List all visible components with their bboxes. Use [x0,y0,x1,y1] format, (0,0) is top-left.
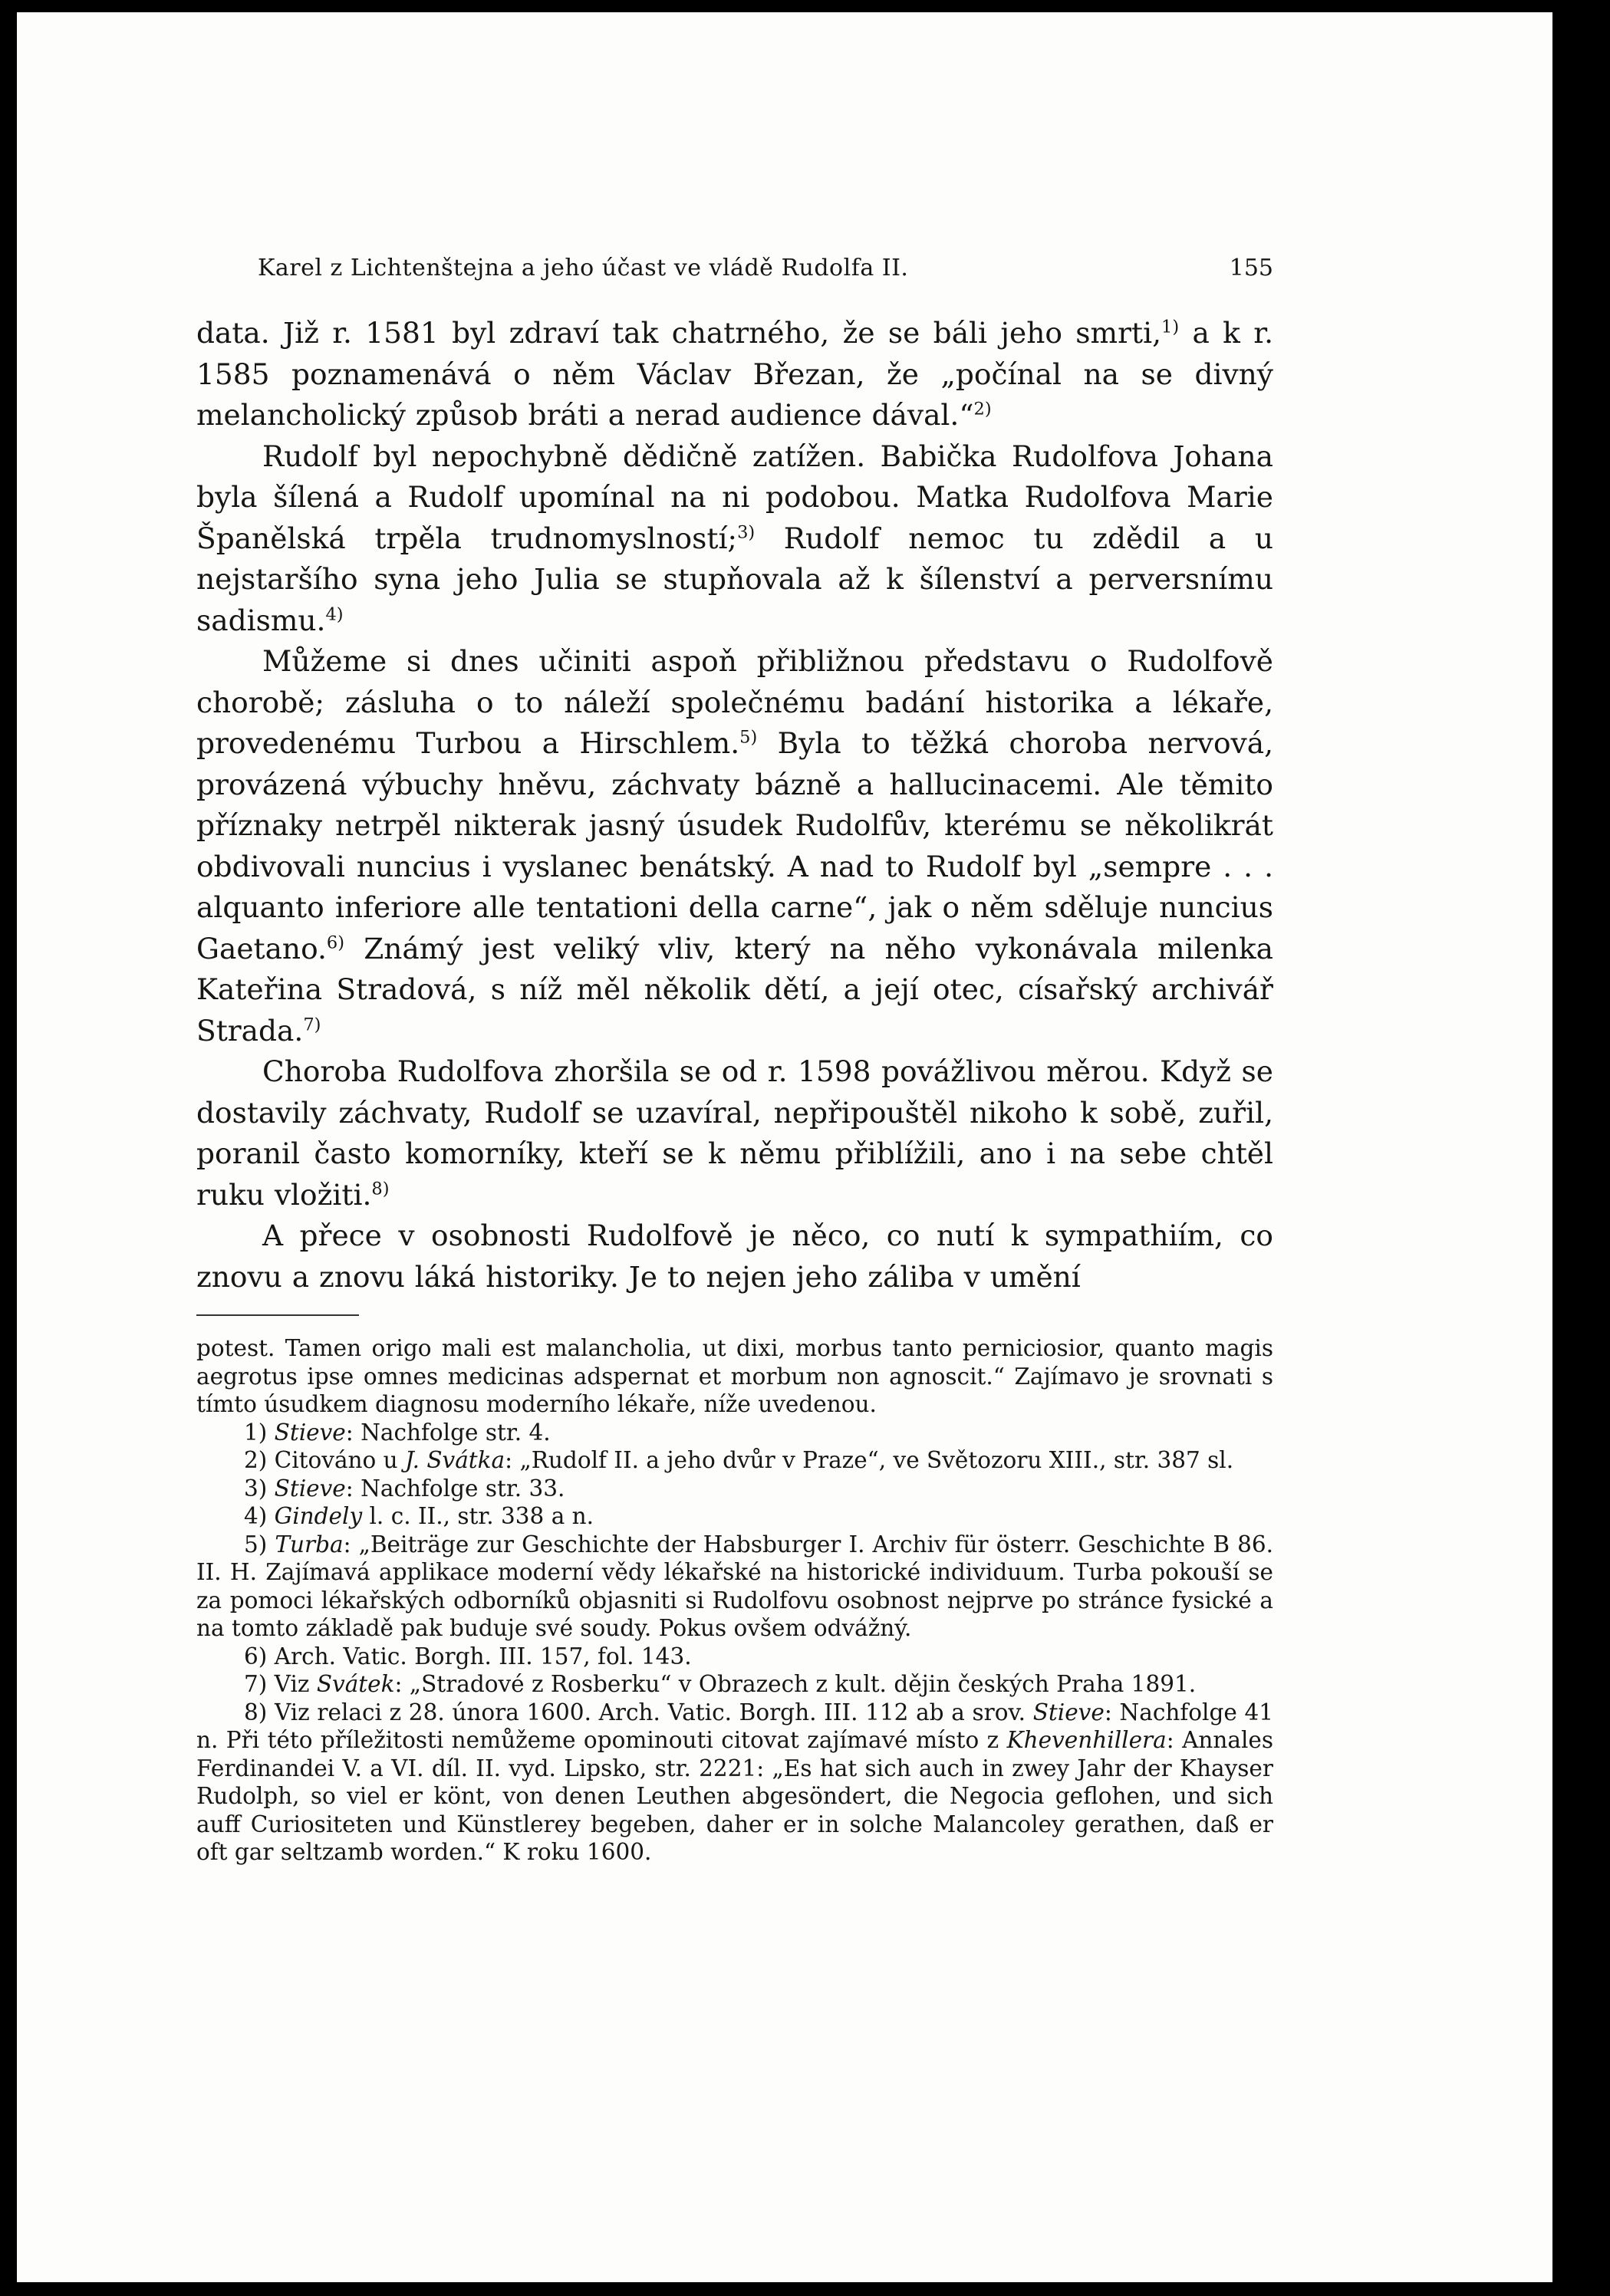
footnote: 7) Viz Svátek: „Stradové z Rosberku“ v Obrazech z kult. dějin českých Praha 1891. [244,1671,1197,1697]
footnote: 3) Stieve: Nachfolge str. 33. [244,1475,565,1502]
footnote: 1) Stieve: Nachfolge str. 4. [244,1419,551,1446]
footnote-continuation: potest. Tamen origo mali est malancholia, ut dixi, morbus tanto perniciosior, quanto magis aegrotus ipse omnes medicinas adspernat et morbum non agnoscit.“ Zajímavo je srovnati s tímto úsudkem diagnosu moderního lékaře, níže uvedenou. [196,1335,1273,1417]
paragraph: data. Již r. 1581 byl zdraví tak chatrného, že se báli jeho smrti,$^{1)}$ a k r. 1585 poznamenává o něm Václav Březan, že „počínal na se divný melancholický způsob bráti a nerad audience dával.“$^{2)}$ [196,316,1273,432]
footnote-ref: 8) [371,1179,390,1199]
page-content [196,245,1273,1867]
footnote-ref: 6) [326,933,345,952]
running-header [196,245,1273,291]
page-number: 155 [1229,255,1273,281]
footnote: 2) Citováno u J. Svátka: „Rudolf II. a jeho dvůr v Praze“, ve Světozoru XIII., str. 387 sl. [244,1447,1234,1473]
footnote: 8) Viz relaci z 28. února 1600. Arch. Vatic. Borgh. III. 112 ab a srov. Stieve: Nachfolge 41 n. Při této příležitosti nemůžeme opominouti citovat zajímavé místo z Khevenhillera: Annales Ferdinandei V. a VI. díl. II. vyd. Lipsko, str. 2221: „Es hat sich auch in zwey Jahr der Khayser Rudolph, so viel er könt, von denen Leuthen abgesöndert, die Negocia geflohen, und sich auff Curiositeten und Künstlerey begeben, daher er in solche Malancoley gerathen, daß er oft gar seltzamb worden.“ K roku 1600. [196,1699,1274,1865]
header-title: Karel z Lichtenštejna a jeho účast ve vládě Rudolfa II. [258,255,909,281]
footnote: 6) Arch. Vatic. Borgh. III. 157, fol. 143. [244,1643,692,1669]
footnote-ref: 3) [737,522,756,542]
footnote-ref: 2) [973,399,992,419]
footnote-ref: 7) [303,1015,321,1035]
body-text [196,313,1273,1298]
paragraph: Rudolf byl nepochybně dědičně zatížen. Babička Rudolfova Johana byla šílená a Rudolf upomínal na ni podobou. Matka Rudolfova Marie Španělská trpěla trudnomyslností;$^{3)}$ Rudolf nemoc tu zdědil a u nejstaršího syna jeho Julia se stupňovala až k šílenství a perversnímu sadismu.$^{4)}$ [196,439,1273,637]
footnote-ref: 1) [1161,317,1180,337]
paragraph: Můžeme si dnes učiniti aspoň přibližnou představu o Rudolfově chorobě; zásluha o to náleží společnému badání historika a lékaře, provedenému Turbou a Hirschlem.$^{5)}$ Byla to těžká choroba nervová, provázená výbuchy hněvu, záchvaty bázně a hallucinacemi. Ale těmito příznaky netrpěl nikterak jasný úsudek Rudolfův, kterému se několikrát obdivovali nuncius i vyslanec benátský. A nad to Rudolf byl „sempre . . . alquanto inferiore alle tentationi della carne“, jak o něm sděluje nuncius Gaetano.$^{6)}$ Známý jest veliký vliv, který na něho vykonávala milenka Kateřina Stradová, s níž měl několik dětí, a její otec, císařský archivář Strada.$^{7)}$ [196,644,1274,1048]
scan-edge [1552,0,1610,2296]
footnotes [196,1334,1273,1867]
paragraph: Choroba Rudolfova zhoršila se od r. 1598 povážlivou měrou. Když se dostavily záchvaty, Rudolf se uzavíral, nepřipouštěl nikoho k sobě, zuřil, poranil často komorníky, kteří se k němu přiblížili, ano i na sebe chtěl ruku vložiti.$^{8)}$ [196,1054,1273,1212]
footnote: 5) Turba: „Beiträge zur Geschichte der Habsburger I. Archiv für österr. Geschichte B 86. II. H. Zajímavá applikace moderní vědy lékařské na historické individuum. Turba pokouší se za pomoci lékařských odborníků objasniti si Rudolfovu osobnost nejprve po stránce fysické a na tomto základě pak buduje své soudy. Pokus ovšem odvážný. [196,1531,1273,1641]
footnote: 4) Gindely l. c. II., str. 338 a n. [244,1503,594,1529]
footnote-ref: 5) [739,727,758,748]
paragraph: A přece v osobnosti Rudolfově je něco, co nutí k sympathiím, co znovu a znovu láká historiky. Je to nejen jeho záliba v umění [196,1219,1273,1294]
footnote-ref: 4) [325,604,344,624]
footnote-divider [196,1314,359,1316]
